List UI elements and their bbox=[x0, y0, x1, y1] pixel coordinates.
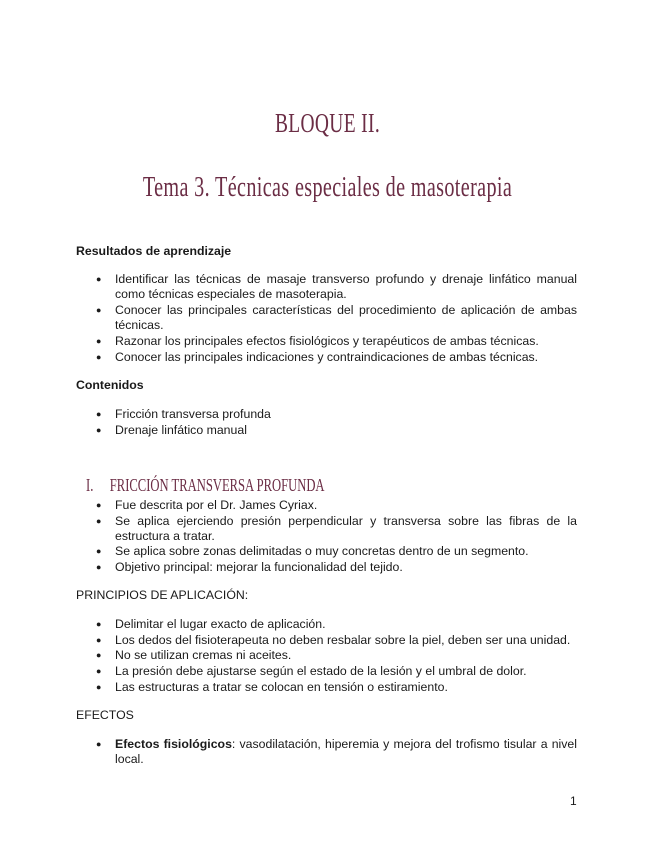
list-item bbox=[96, 560, 577, 575]
effects-heading: EFECTOS bbox=[76, 708, 134, 722]
list-item bbox=[96, 617, 577, 632]
bullet-icon: ● bbox=[96, 336, 102, 346]
effect-label: Efectos fisiológicos bbox=[115, 737, 232, 751]
list-item-text: Conocer las principales características del procedimiento de aplicación de ambas técnicas. bbox=[115, 303, 577, 333]
principles-heading: PRINCIPIOS DE APLICACIÓN: bbox=[76, 588, 249, 602]
page-number: 1 bbox=[570, 794, 577, 808]
bullet-icon: ● bbox=[96, 635, 102, 645]
list-item-text: Se aplica sobre zonas delimitadas o muy concretas dentro de un segmento. bbox=[115, 544, 529, 558]
bullet-icon: ● bbox=[96, 274, 102, 284]
list-item-text: Las estructuras a tratar se colocan en tensión o estiramiento. bbox=[115, 680, 448, 694]
bullet-icon: ● bbox=[96, 666, 102, 676]
list-item-text: Se aplica ejerciendo presión perpendicular y transversa sobre las fibras de la estructura a tratar. bbox=[115, 514, 577, 544]
list-item bbox=[96, 334, 577, 349]
list-item bbox=[96, 514, 577, 544]
effect-text: : vasodilatación, hiperemia y mejora del trofismo tisular a nivel local. bbox=[115, 737, 577, 767]
bullet-icon: ● bbox=[96, 500, 102, 510]
list-item-text: Razonar los principales efectos fisiológicos y terapéuticos de ambas técnicas. bbox=[115, 334, 539, 348]
bullet-icon: ● bbox=[96, 739, 102, 749]
bullet-icon: ● bbox=[96, 425, 102, 435]
list-item bbox=[96, 407, 577, 422]
list-item-text: Fricción transversa profunda bbox=[115, 407, 271, 421]
bullet-icon: ● bbox=[96, 516, 102, 526]
list-item bbox=[96, 633, 577, 648]
list-item bbox=[96, 648, 577, 663]
list-item bbox=[96, 303, 577, 333]
list-item-text: Drenaje linfático manual bbox=[115, 423, 247, 437]
list-item-text: Conocer las principales indicaciones y contraindicaciones de ambas técnicas. bbox=[115, 350, 539, 364]
block-title: BLOQUE II. bbox=[274, 108, 381, 138]
list-item-text: Fue descrita por el Dr. James Cyriax. bbox=[115, 498, 318, 512]
list-item bbox=[96, 272, 577, 302]
list-item-text: No se utilizan cremas ni aceites. bbox=[115, 648, 292, 662]
list-item bbox=[96, 544, 577, 559]
contents-heading: Contenidos bbox=[76, 378, 144, 392]
bullet-icon: ● bbox=[96, 650, 102, 660]
bullet-icon: ● bbox=[96, 562, 102, 572]
section-number: I. bbox=[86, 475, 94, 495]
learning-outcomes-heading: Resultados de aprendizaje bbox=[76, 244, 232, 258]
list-item bbox=[96, 350, 577, 365]
list-item bbox=[96, 664, 577, 679]
bullet-icon: ● bbox=[96, 546, 102, 556]
list-item-text: Delimitar el lugar exacto de aplicación. bbox=[115, 617, 326, 631]
section-heading bbox=[86, 475, 325, 496]
bullet-icon: ● bbox=[96, 409, 102, 419]
list-item-text: Los dedos del fisioterapeuta no deben resbalar sobre la piel, deben ser una unidad. bbox=[115, 633, 571, 647]
bullet-icon: ● bbox=[96, 619, 102, 629]
list-item bbox=[96, 737, 577, 767]
list-item bbox=[96, 498, 577, 513]
bullet-icon: ● bbox=[96, 682, 102, 692]
list-item-text: Objetivo principal: mejorar la funcionalidad del tejido. bbox=[115, 560, 403, 574]
list-item bbox=[96, 680, 577, 695]
bullet-icon: ● bbox=[96, 352, 102, 362]
list-item-text: La presión debe ajustarse según el estado de la lesión y el umbral de dolor. bbox=[115, 664, 527, 678]
list-item bbox=[96, 423, 577, 438]
list-item-text: Identificar las técnicas de masaje transverso profundo y drenaje linfático manual como técnicas especiales de masoterapia. bbox=[115, 272, 577, 302]
section-title: FRICCIÓN TRANSVERSA PROFUNDA bbox=[109, 475, 325, 495]
topic-title: Tema 3. Técnicas especiales de masoterapia bbox=[142, 172, 513, 203]
bullet-icon: ● bbox=[96, 305, 102, 315]
